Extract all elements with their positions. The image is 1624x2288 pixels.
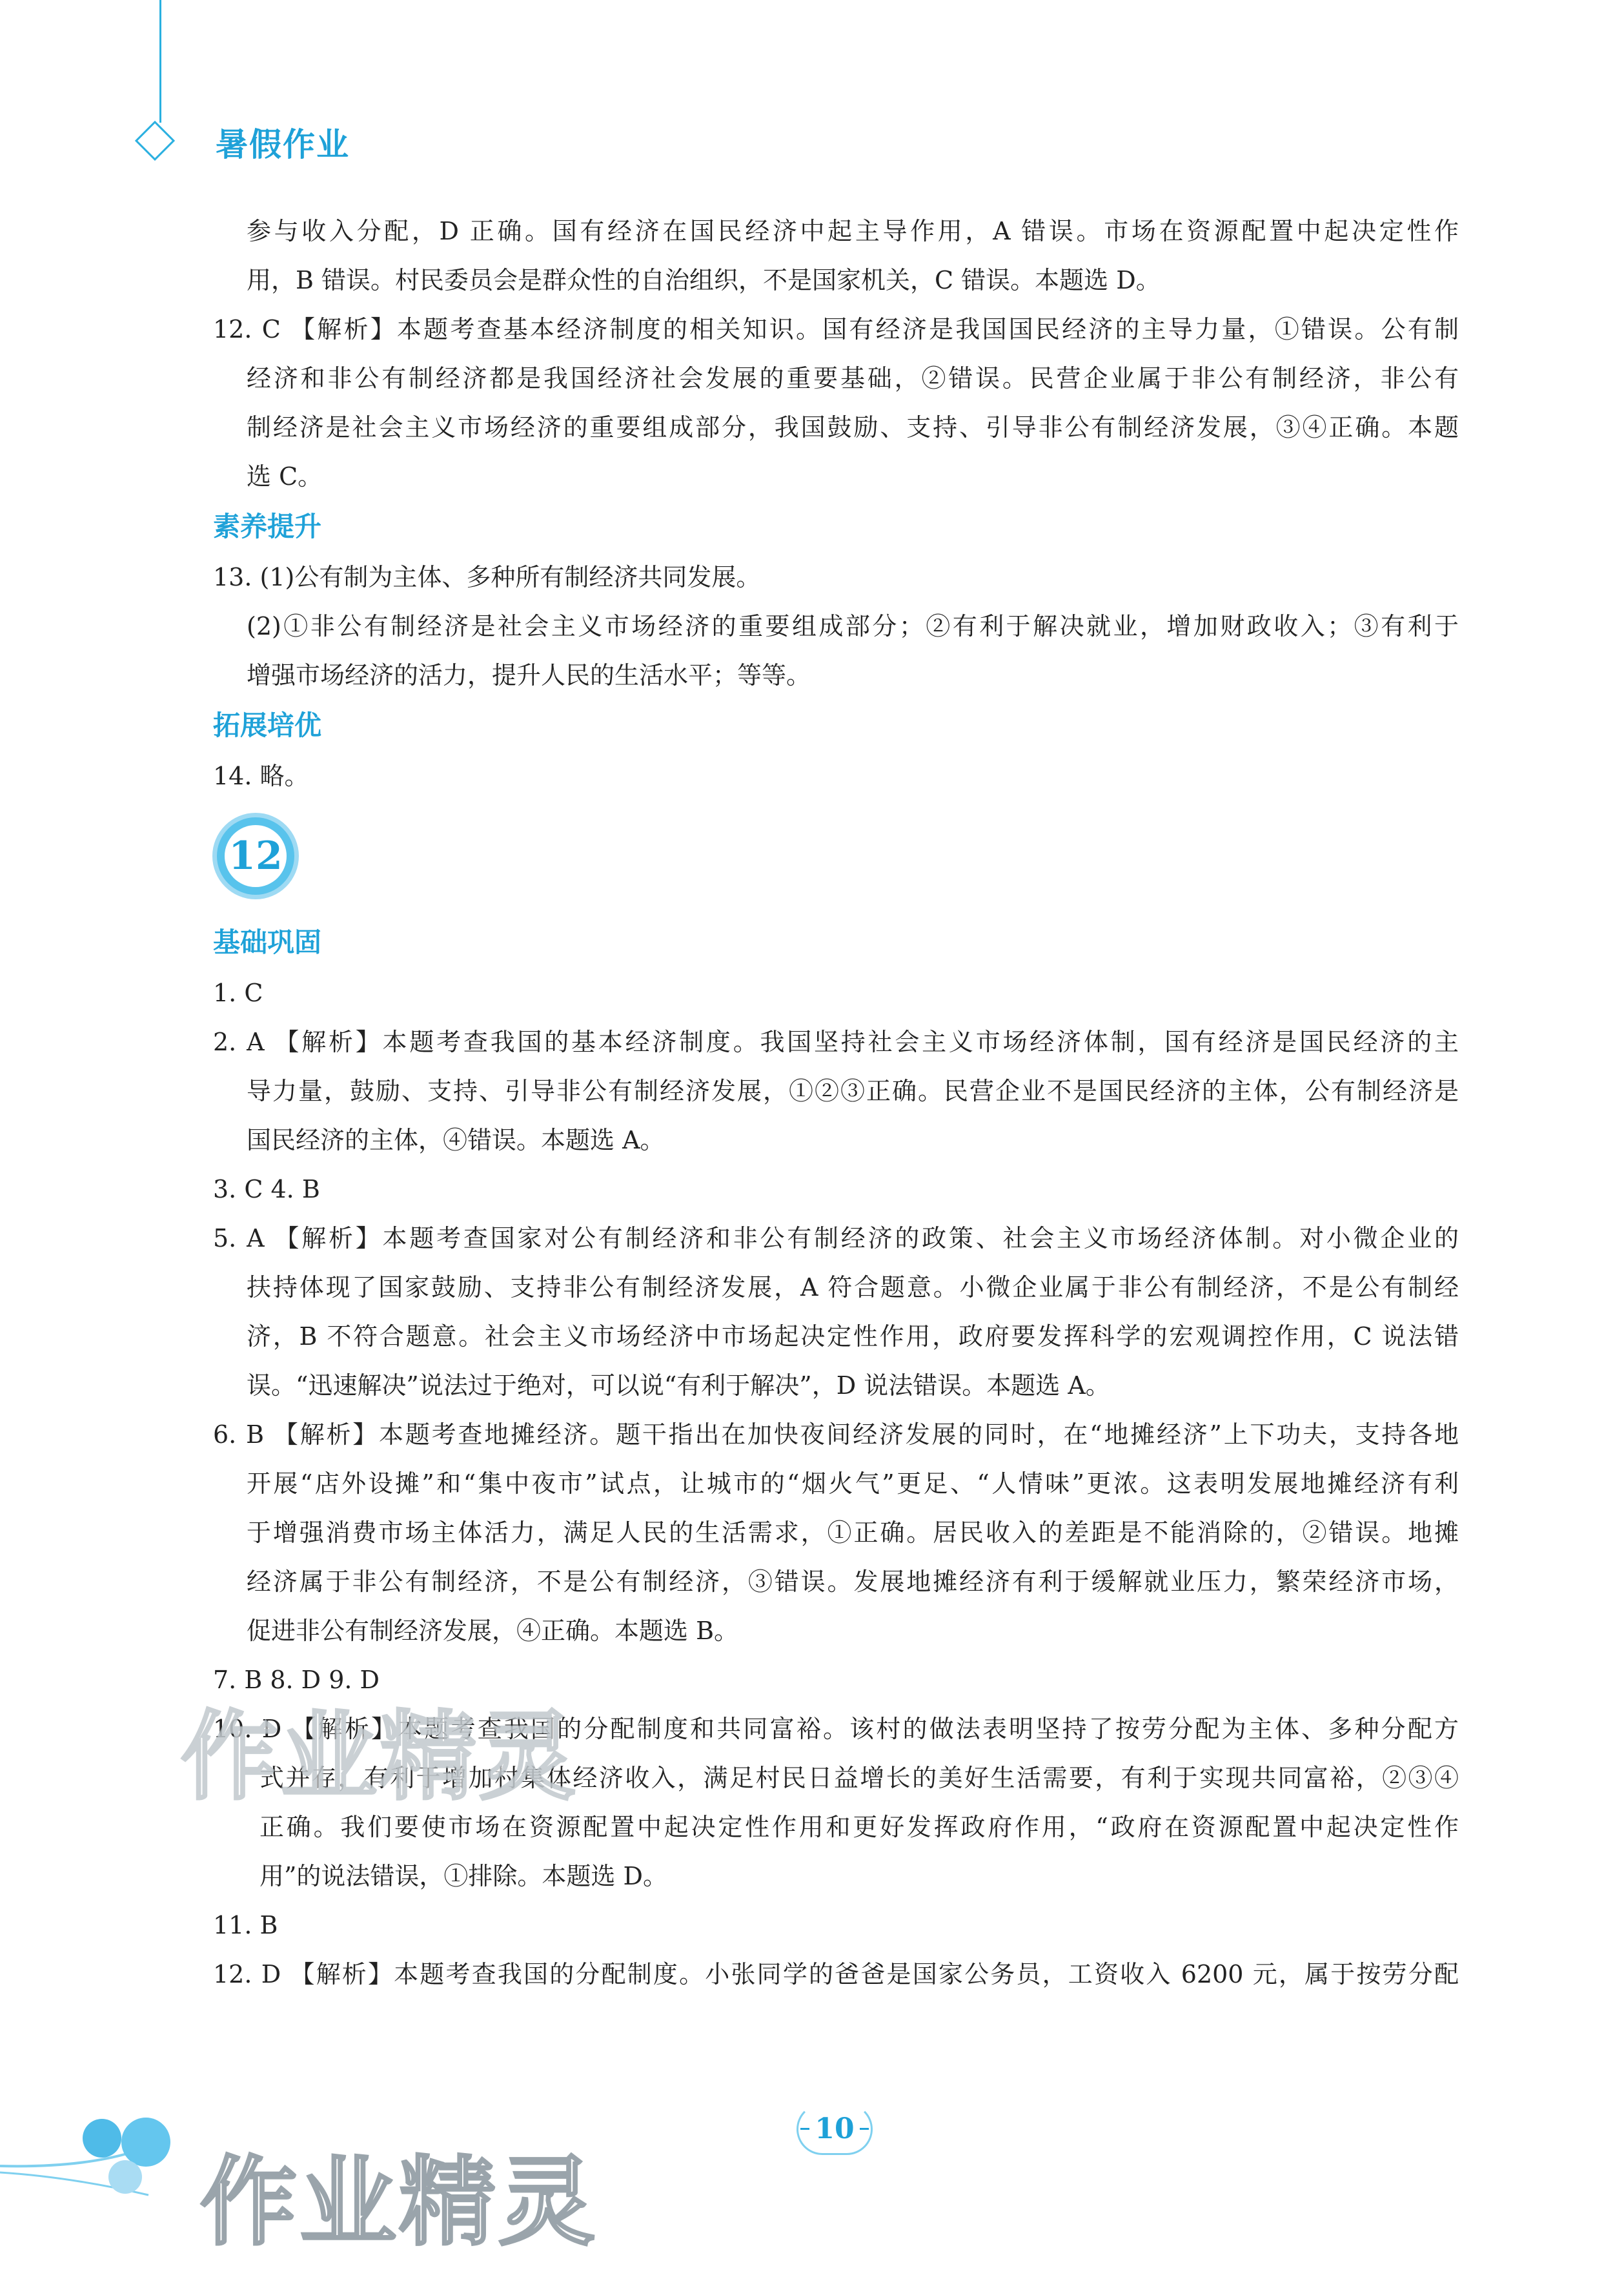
text-line: 制经济是社会主义市场经济的重要组成部分，我国鼓励、支持、引导非公有制经济发展，③④正确。本题 xyxy=(247,413,1459,442)
header-diamond-icon xyxy=(135,121,175,161)
text-line: 扶持体现了国家鼓励、支持非公有制经济发展，A 符合题意。小微企业属于非公有制经济，不是公有制经 xyxy=(247,1273,1459,1302)
text-line: (2)①非公有制经济是社会主义市场经济的重要组成部分；②有利于解决就业，增加财政收入；③有利于 xyxy=(247,612,1459,640)
text-line: 参与收入分配，D 正确。国有经济在国民经济中起主导作用，A 错误。市场在资源配置中起决定性作 xyxy=(247,217,1459,245)
section-heading: 拓展培优 xyxy=(213,710,322,741)
text-line: 11. B xyxy=(213,1911,278,1939)
text-line: 济，B 不符合题意。社会主义市场经济中市场起决定性作用，政府要发挥科学的宏观调控作用，C 说法错 xyxy=(247,1322,1459,1351)
text-line: 12. D 【解析】本题考查我国的分配制度。小张同学的爸爸是国家公务员，工资收入 6200 元，属于按劳分配 xyxy=(213,1960,1459,1988)
text-line: 13. (1)公有制为主体、多种所有制经济共同发展。 xyxy=(213,563,761,591)
text-line: 10. D 【解析】本题考查我国的分配制度和共同富裕。该村的做法表明坚持了按劳分配为主体、多种分配方 xyxy=(213,1715,1459,1743)
text-line: 正确。我们要使市场在资源配置中起决定性作用和更好发挥政府作用，“政府在资源配置中起决定性作 xyxy=(259,1813,1459,1841)
watermark-logo: 作业精灵 xyxy=(200,2147,598,2259)
text-line: 1. C xyxy=(213,979,263,1007)
header-vertical-line xyxy=(159,0,161,123)
text-line: 经济属于非公有制经济，不是公有制经济，③错误。发展地摊经济有利于缓解就业压力，繁荣经济市场， xyxy=(247,1568,1459,1596)
text-line: 式并存，有利于增加村集体经济收入，满足村民日益增长的美好生活需要，有利于实现共同富裕，②③④ xyxy=(259,1764,1459,1792)
text-line: 用，B 错误。村民委员会是群众性的自治组织，不是国家机关，C 错误。本题选 D。 xyxy=(247,266,1161,294)
text-line: 增强市场经济的活力，提升人民的生活水平；等等。 xyxy=(247,661,811,689)
text-line: 2. A 【解析】本题考查我国的基本经济制度。我国坚持社会主义市场经济体制，国有经济是国民经济的主 xyxy=(213,1028,1459,1056)
watermark-overlay: 作业精灵 xyxy=(181,1701,579,1813)
lesson-badge xyxy=(213,801,1459,917)
badge-number: 12 xyxy=(228,833,283,879)
text-line: 7. B 8. D 9. D xyxy=(213,1666,380,1694)
text-line: 6. B 【解析】本题考查地摊经济。题干指出在加快夜间经济发展的同时，在“地摊经济”上下功夫，支持各地 xyxy=(213,1420,1459,1449)
text-line: 于增强消费市场主体活力，满足人民的生活需求，①正确。居民收入的差距是不能消除的，②错误。地摊 xyxy=(247,1518,1459,1547)
text-line: 经济和非公有制经济都是我国经济社会发展的重要基础，②错误。民营企业属于非公有制经济，非公有 xyxy=(247,364,1459,393)
text-line: 3. C 4. B xyxy=(213,1175,320,1203)
text-line: 促进非公有制经济发展，④正确。本题选 B。 xyxy=(247,1617,739,1645)
bubbles-decoration-icon xyxy=(0,2105,219,2221)
text-line: 导力量，鼓励、支持、引导非公有制经济发展，①②③正确。民营企业不是国民经济的主体，公有制经济是 xyxy=(247,1077,1459,1105)
text-line: 14. 略。 xyxy=(213,762,309,790)
page-number-text: 10 xyxy=(815,2112,855,2145)
text-line: 选 C。 xyxy=(247,462,323,491)
page-number xyxy=(797,2103,873,2155)
text-line: 开展“店外设摊”和“集中夜市”试点，让城市的“烟火气”更足、“人情味”更浓。这表明发展地摊经济有利 xyxy=(247,1469,1459,1498)
section-heading: 素养提升 xyxy=(213,511,322,542)
text-line: 12. C 【解析】本题考查基本经济制度的相关知识。国有经济是我国国民经济的主导力量，①错误。公有制 xyxy=(213,315,1459,343)
text-line: 5. A 【解析】本题考查国家对公有制经济和非公有制经济的政策、社会主义市场经济体制。对小微企业的 xyxy=(213,1224,1459,1252)
section-heading: 基础巩固 xyxy=(213,926,322,958)
text-line: 国民经济的主体，④错误。本题选 A。 xyxy=(247,1126,665,1154)
text-line: 用”的说法错误，①排除。本题选 D。 xyxy=(259,1862,667,1890)
badge-circle-icon xyxy=(217,817,294,895)
text-line: 误。“迅速解决”说法过于绝对，可以说“有利于解决”，D 说法错误。本题选 A。 xyxy=(247,1371,1110,1400)
header-title: 暑假作业 xyxy=(216,126,350,163)
